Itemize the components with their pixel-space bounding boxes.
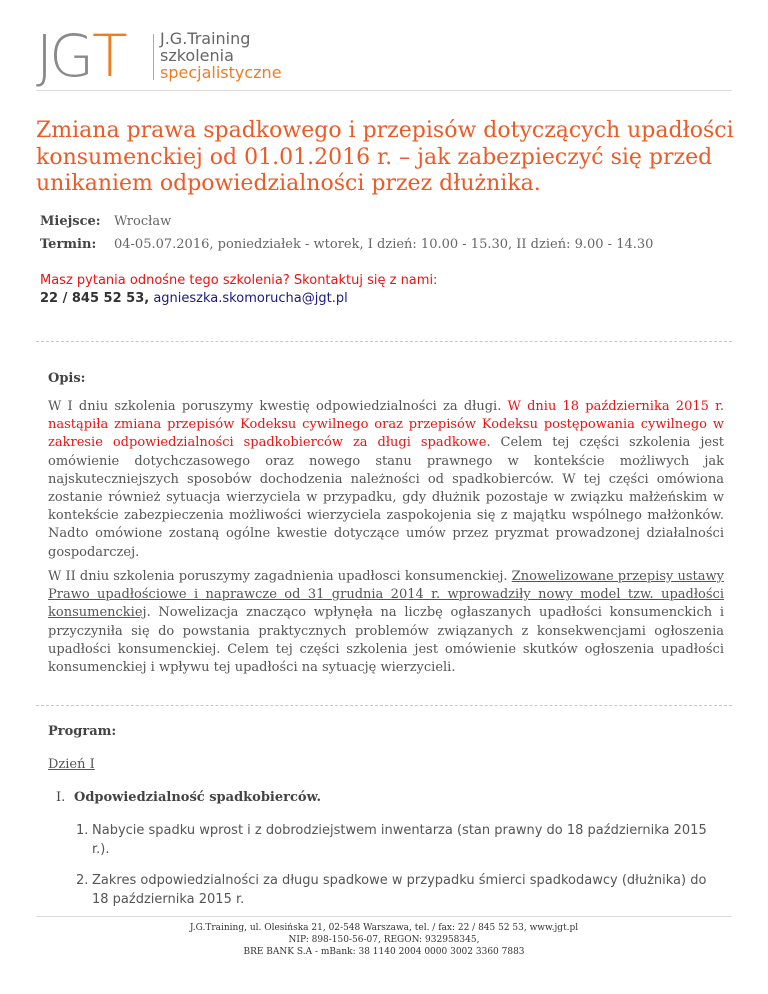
- p2-text-start: W II dniu szkolenia poruszymy zagadnienia upadłosci konsumenckiej.: [48, 569, 512, 584]
- program-day-1: Dzień I: [48, 757, 95, 772]
- footer-bank: BRE BANK S.A - mBank: 38 1140 2004 0000 3002 3360 7883: [243, 947, 525, 957]
- description-paragraph-1: [48, 398, 724, 562]
- logo-mark-t: T: [92, 22, 126, 90]
- logo-mark-jg: JG: [36, 22, 91, 90]
- contact-phone[interactable]: 22 / 845 52 53,: [40, 291, 150, 306]
- list-item-text: Zakres odpowiedzialności za długu spadkowe w przypadku śmierci spadkodawcy (dłużnika) do 18 października 2015 r.: [92, 873, 707, 907]
- meta-location: [40, 214, 171, 229]
- logo-text: [160, 30, 282, 81]
- page-title: Zmiana prawa spadkowego i przepisów dotyczących upadłości konsumenckiej od 01.01.2016 r. – jak zabezpieczyć się przed unikaniem odpowiedzialności przez dłużnika.: [36, 118, 734, 196]
- logo-tagline-1: szkolenia: [160, 46, 234, 65]
- list-item-number: 1.: [76, 823, 89, 838]
- location-label: Miejsce:: [40, 214, 101, 229]
- list-item: [76, 822, 716, 859]
- contact-question: Masz pytania odnośne tego szkolenia? Skontaktuj się z nami:: [40, 273, 438, 288]
- program-heading: Program:: [48, 724, 117, 739]
- logo-company-name: J.G.Training: [160, 29, 251, 48]
- section-title: Odpowiedzialność spadkobierców.: [74, 790, 321, 805]
- p1-text-start: W I dniu szkolenia poruszymy kwestię odpowiedzialności za długi.: [48, 399, 508, 414]
- p2-underlined: Znowelizowane przepisy ustawy Prawo upadłościowe i naprawcze od 31 grudnia 2014 r. wprowadziły nowy model tzw. upadłości konsumenckiej: [48, 569, 724, 621]
- company-logo[interactable]: [36, 22, 126, 90]
- program-section-1: [56, 790, 321, 805]
- description-heading: Opis:: [48, 371, 86, 386]
- p1-text-end: . Celem tej części szkolenia jest omówienie dotychczasowego oraz nowego stanu prawnego w kontekście możliwych jak najskuteczniejszych sposobów dochodzenia należności od spadkobierców. W tej części omówiona zostanie również sytuacja wierzyciela w przypadku, gdy dłużnik pozostaje w związku małżeńskim w kontekście zabezpieczenia możliwości wierzyciela zaspokojenia się z majątku wspólnego małżonków. Nadto omówione zostaną ogólne kwestie dotyczące umów przez pryzmat prowadzonej działalności gospodarczej.: [48, 435, 724, 560]
- date-value: 04-05.07.2016, poniedziałek - wtorek, I dzień: 10.00 - 15.30, II dzień: 9.00 - 14.30: [114, 237, 654, 252]
- section-divider: [36, 341, 732, 342]
- logo-tagline-2: specjalistyczne: [160, 63, 282, 82]
- section-number: I.: [56, 790, 66, 805]
- p2-text-end: . Nowelizacja znacząco wpłynęła na liczbę ogłaszanych upadłości konsumenckich i przyczyniła się do powstania praktycznych problemów związanych z konsekwencjami ogłoszenia upadłości konsumenckiej. Celem tej części szkolenia jest omówienie skutków ogłoszenia upadłości konsumenckiej i wpływu tej upadłości na sytuację wierzycieli.: [48, 605, 724, 676]
- meta-date: [40, 237, 653, 252]
- list-item: [76, 872, 716, 909]
- logo-divider: [153, 34, 154, 80]
- list-item-number: 2.: [76, 873, 89, 888]
- footer: [0, 922, 768, 958]
- location-value: Wrocław: [114, 214, 172, 229]
- description-paragraph-2: [48, 568, 724, 677]
- list-item-text: Nabycie spadku wprost i z dobrodziejstwem inwentarza (stan prawny do 18 października 2015 r.).: [92, 823, 707, 857]
- section-divider: [36, 705, 732, 706]
- contact-email-link[interactable]: agnieszka.skomorucha@jgt.pl: [153, 291, 348, 306]
- footer-divider: [36, 916, 732, 917]
- p1-highlight: W dniu 18 października 2015 r. nastąpiła zmiana przepisów Kodeksu cywilnego oraz przepisów Kodeksu postępowania cywilnego w zakresie odpowiedzialności spadkobierców za długi spadkowe: [48, 399, 724, 451]
- header-divider: [36, 90, 732, 91]
- footer-tax-ids: NIP: 898-150-56-07, REGON: 932958345,: [288, 935, 480, 945]
- footer-address: J.G.Training, ul. Olesińska 21, 02-548 Warszawa, tel. / fax: 22 / 845 52 53, www.jgt.pl: [189, 923, 579, 933]
- contact-block: [40, 272, 437, 308]
- header: [36, 22, 736, 90]
- date-label: Termin:: [40, 237, 97, 252]
